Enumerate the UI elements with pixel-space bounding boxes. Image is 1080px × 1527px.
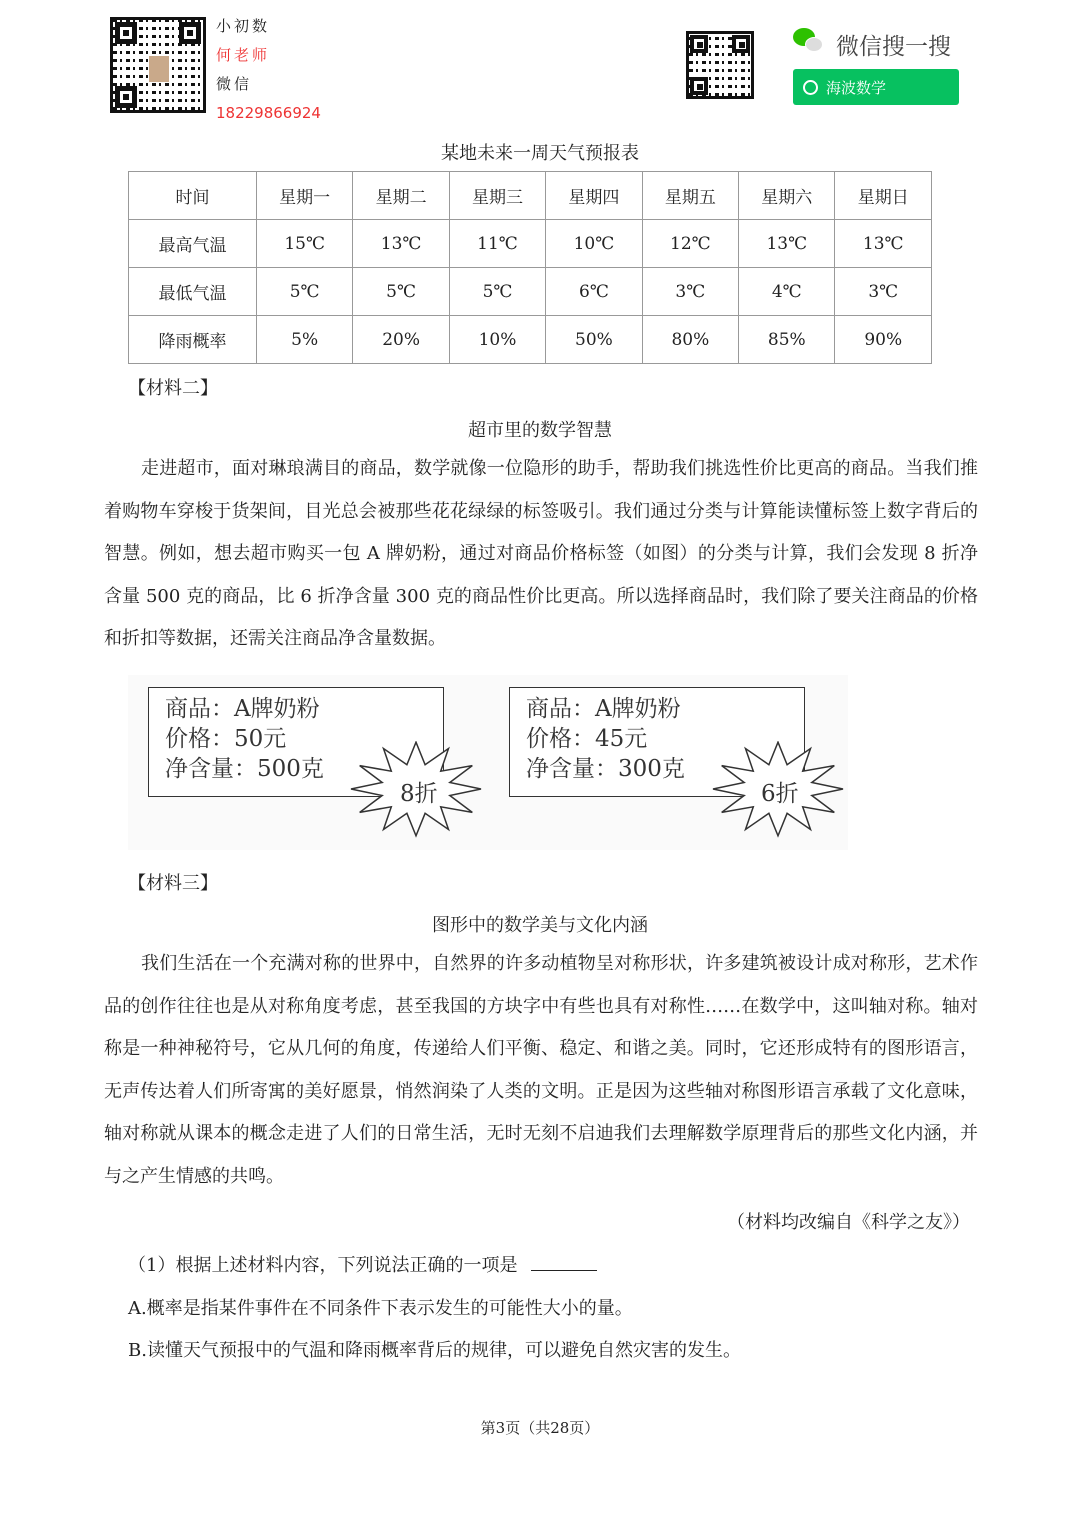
wechat-search-label: 微信搜一搜 [836, 34, 951, 60]
tag-price: 价格：50元 [165, 726, 287, 752]
tag-product: 商品：A牌奶粉 [526, 696, 681, 722]
table-row [129, 220, 932, 268]
table-cell: 降雨概率 [129, 316, 257, 364]
price-tags-figure [128, 675, 848, 850]
paragraph: 走进超市，面对琳琅满目的商品，数学就像一位隐形的助手，帮助我们挑选性价比更高的商品。当我们推着购物车穿梭于货架间，目光总会被那些花花绿绿的标签吸引。我们通过分类与计算能读懂标签上数字背后的智慧。例如，想去超市购买一包 A 牌奶粉，通过对商品价格标签（如图）的分类与计算，我们会发现 8 折净含量 500 克的商品，比 6 折净含量 300 克的商品性价比更高。所以选择商品时，我们除了要关注商品的价格和折扣等数据，还需关注商品净含量数据。 [104, 458, 978, 650]
discount-label: 8折 [400, 781, 438, 807]
table-cell: 3℃ [642, 268, 738, 316]
table-header-row [129, 172, 932, 220]
avatar [149, 56, 169, 82]
table-cell: 13℃ [835, 220, 932, 268]
table-cell: 12℃ [642, 220, 738, 268]
table-cell: 5℃ [256, 268, 352, 316]
teacher-name: 何老师 [216, 46, 271, 64]
table-cell: 13℃ [353, 220, 449, 268]
table-cell: 5℃ [449, 268, 545, 316]
option-b: B.读懂天气预报中的气温和降雨概率背后的规律，可以避免自然灾害的发生。 [128, 1340, 741, 1361]
tag-weight: 净含量：300克 [526, 756, 685, 782]
search-icon [803, 80, 818, 95]
tag-weight: 净含量：500克 [165, 756, 324, 782]
tag-price: 价格：45元 [526, 726, 648, 752]
tag-product: 商品：A牌奶粉 [165, 696, 320, 722]
search-button-label: 海波数学 [826, 78, 887, 97]
table-header-cell: 时间 [129, 172, 257, 220]
weather-table [128, 171, 932, 364]
material-label: 【材料二】 [128, 378, 218, 399]
table-cell: 最高气温 [129, 220, 257, 268]
table-header-cell: 星期三 [449, 172, 545, 220]
table-title: 某地未来一周天气预报表 [441, 143, 639, 164]
table-cell: 4℃ [739, 268, 835, 316]
phone-number: 18229866924 [216, 104, 321, 122]
table-cell: 85% [739, 316, 835, 364]
question-text: （1）根据上述材料内容，下列说法正确的一项是 [128, 1255, 518, 1276]
table-cell: 10% [449, 316, 545, 364]
qr-code-left [110, 17, 206, 113]
paragraph: 我们生活在一个充满对称的世界中，自然界的许多动植物呈对称形状，许多建筑被设计成对称形，艺术作品的创作往往也是从对称角度考虑，甚至我国的方块字中有些也具有对称性……在数学中，这叫轴对称。轴对称是一种神秘符号，它从几何的角度，传递给人们平衡、稳定、和谐之美。同时，它还形成特有的图形语言，无声传达着人们所寄寓的美好愿景，悄然润染了人类的文明。正是因为这些轴对称图形语言承载了文化意味，轴对称就从课本的概念走进了人们的日常生活，无时无刻不启迪我们去理解数学原理背后的那些文化内涵，并与之产生情感的共鸣。 [104, 953, 978, 1187]
table-cell: 80% [642, 316, 738, 364]
table-cell: 最低气温 [129, 268, 257, 316]
table-header-cell: 星期四 [546, 172, 642, 220]
table-header-cell: 星期一 [256, 172, 352, 220]
table-header-cell: 星期六 [739, 172, 835, 220]
table-cell: 5% [256, 316, 352, 364]
table-header-cell: 星期日 [835, 172, 932, 220]
section-title: 图形中的数学美与文化内涵 [432, 915, 648, 936]
table-cell: 13℃ [739, 220, 835, 268]
table-cell: 10℃ [546, 220, 642, 268]
option-a: A.概率是指某件事件在不同条件下表示发生的可能性大小的量。 [128, 1298, 633, 1319]
table-cell: 20% [353, 316, 449, 364]
section-title: 超市里的数学智慧 [468, 420, 612, 441]
table-row [129, 316, 932, 364]
table-cell: 3℃ [835, 268, 932, 316]
source-note: （材料均改编自《科学之友》） [727, 1212, 970, 1233]
header-line: 微信 [216, 75, 253, 93]
header-line: 小初数 [216, 17, 271, 35]
table-cell: 90% [835, 316, 932, 364]
table-header-cell: 星期二 [353, 172, 449, 220]
table-header-cell: 星期五 [642, 172, 738, 220]
table-cell: 50% [546, 316, 642, 364]
question-stem [128, 1251, 597, 1277]
search-button[interactable] [793, 69, 959, 105]
material-label: 【材料三】 [128, 873, 218, 894]
table-row [129, 268, 932, 316]
answer-blank[interactable] [531, 1253, 597, 1271]
table-cell: 5℃ [353, 268, 449, 316]
wechat-icon [793, 28, 827, 56]
table-cell: 6℃ [546, 268, 642, 316]
discount-label: 6折 [761, 781, 799, 807]
qr-code-right [686, 31, 754, 99]
table-cell: 15℃ [256, 220, 352, 268]
page-number: 第3页（共28页） [480, 1419, 600, 1437]
table-cell: 11℃ [449, 220, 545, 268]
